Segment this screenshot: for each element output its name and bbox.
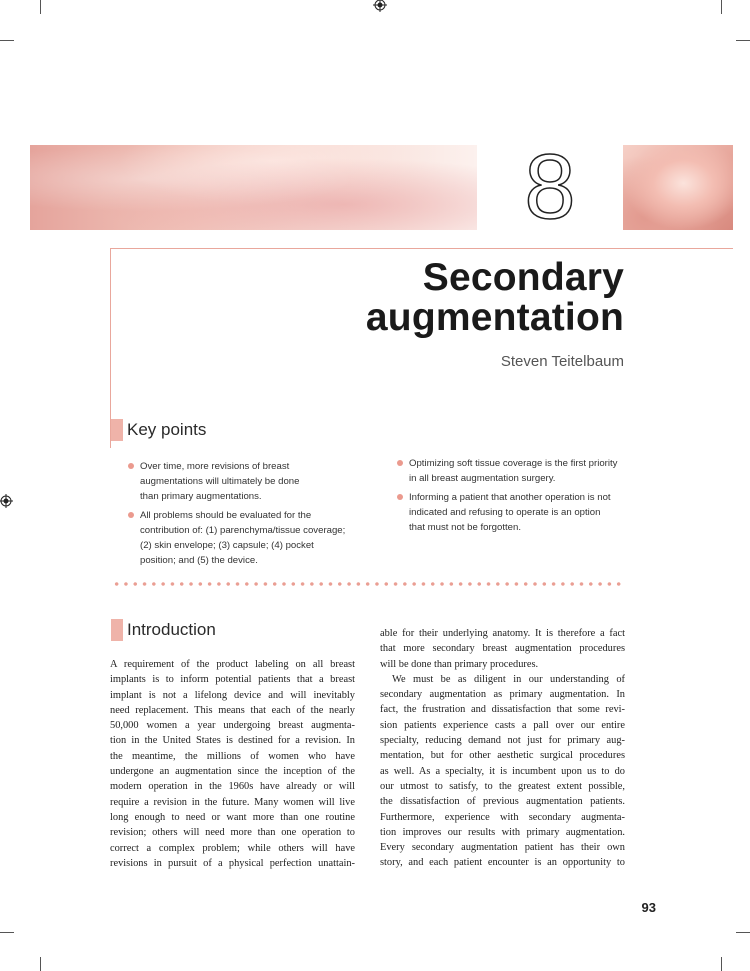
chapter-author: Steven Teitelbaum [500,353,624,370]
introduction-heading-label: Introduction [127,620,216,639]
key-point-line: in all breast augmentation surgery. [409,473,556,484]
key-point-line: Over time, more revisions of breast [140,461,290,472]
heading-tab [111,619,123,641]
body-line: tion improves our results with primary augmentation. [380,826,625,838]
key-point-line: position; and (5) the device. [140,555,258,566]
body-line: as well. As a specialty, it is incumbent upon us to do [380,765,625,777]
key-points-heading [111,419,206,441]
bullet-dot-icon [128,512,134,518]
bullet-dot-icon [397,460,403,466]
body-line: sion patients experience casts a pall over our entire [380,719,625,731]
chapter-title-line2: augmentation [365,296,624,339]
body-line: specialty, reducing demand not just for primary aug- [380,735,625,747]
chapter-photo [623,145,733,230]
chapter-title [250,258,624,338]
heading-tab [111,419,123,441]
bullet-dot-icon [397,494,403,500]
bullet-dot-icon [128,463,134,469]
chapter-number: 8 [524,136,576,238]
body-line: need replacement. This means that each of the nearly [110,704,355,716]
body-line: that more secondary breast augmentation procedures [380,643,625,655]
body-line: require a revision in the future. Many women will live [110,796,355,808]
body-column-right [380,626,625,871]
body-line: We must be as diligent in our understanding of [392,673,625,685]
crop-mark-right-bottom [736,932,750,933]
body-line: story, and each patient encounter is an opportunity to [380,857,625,869]
key-point-item [397,490,637,535]
body-line: the dissatisfaction of previous augmentation patients. [380,796,625,808]
registration-mark-icon [0,494,13,508]
body-line: revision; others will need more than one operation to [110,827,355,839]
body-line: revisions in pursuit of a physical perfection unattain- [110,857,355,869]
body-line: able for their underlying anatomy. It is therefore a fact [380,628,625,639]
key-point-line: than primary augmentations. [140,491,262,502]
key-point-item [397,456,637,486]
body-line: correct a complex problem; while others will have [110,842,355,854]
body-line: our utmost to satisfy, to the greatest extent possible, [380,780,625,792]
body-line: long enough to need or want more than one routine [110,811,355,823]
body-line: modern operation in the 1960s have already or will [110,781,355,793]
body-line: A requirement of the product labeling on all breast [110,659,355,670]
chapter-banner-image [30,145,477,230]
body-line: fact, the frustration and dissatisfaction that some revi- [380,704,625,716]
key-points-right-list [397,456,637,539]
key-points-heading-label: Key points [127,420,207,439]
crop-mark-left-top [0,40,14,41]
crop-mark-bottom-left [40,957,41,971]
crop-mark-top-right [721,0,722,14]
key-point-line: augmentations will ultimately be done [140,476,300,487]
key-points-left-list [128,459,373,572]
crop-mark-right-top [736,40,750,41]
introduction-heading [111,619,216,641]
key-point-item [128,459,373,504]
registration-mark-icon [373,0,387,12]
key-point-line: Optimizing soft tissue coverage is the first priority [409,458,618,469]
body-column-left [110,657,355,871]
crop-mark-top-left [40,0,41,14]
body-line: will be done than primary procedures. [380,658,539,670]
body-line: implants is to inform potential patients that a breast [110,674,355,686]
key-point-line: that must not be forgotten. [409,522,521,533]
body-line: undergone an augmentation since the inception of the [110,766,355,778]
crop-mark-bottom-right [721,957,722,971]
crop-mark-left-bottom [0,932,14,933]
body-line: 50,000 women a year undergoing breast augmenta- [110,720,355,732]
header-rule [110,248,733,249]
key-point-line: (2) skin envelope; (3) capsule; (4) pocket [140,540,314,551]
dotted-divider [112,582,624,586]
key-point-item [128,508,373,568]
body-line: tion in the United States is destined for a revision. In [110,735,355,747]
key-point-line: Informing a patient that another operation is not [409,492,611,503]
key-point-line: All problems should be evaluated for the [140,510,312,521]
key-point-line: indicated and refusing to operate is an option [409,507,601,518]
body-line: secondary augmentation as primary augmentation. In [380,689,625,701]
body-line: mentation, but for other aesthetic surgical procedures [380,750,625,762]
body-line: the meantime, the millions of women who have [110,750,355,762]
body-line: Every secondary augmentation patient has their own [380,842,625,854]
page-number: 93 [641,900,656,915]
margin-rule [110,248,111,448]
key-point-line: contribution of: (1) parenchyma/tissue coverage; [140,525,346,536]
chapter-title-line1: Secondary [422,256,624,299]
body-line: implant is not a lifelong device and will inevitably [110,689,355,701]
body-line: Furthermore, experience with secondary augmenta- [380,811,625,823]
